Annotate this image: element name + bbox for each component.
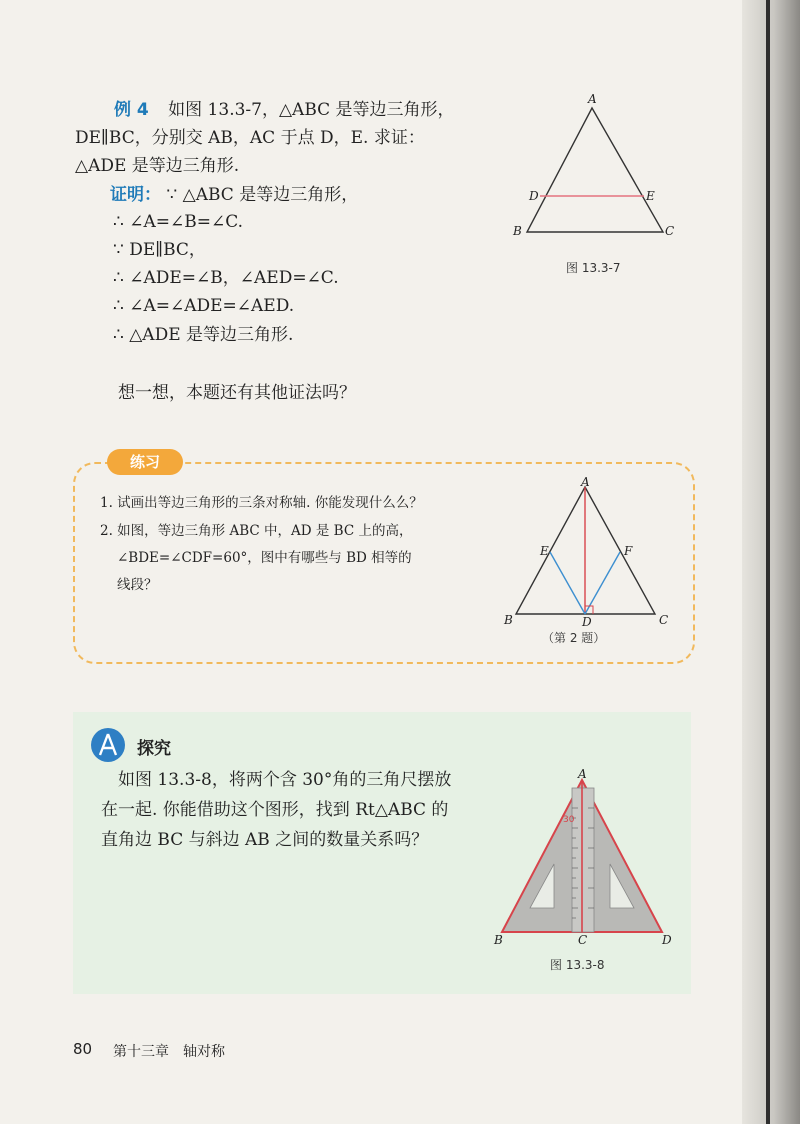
explore-figure-caption: 图 13.3-8 — [550, 958, 605, 972]
proof-step: ∵ DE∥BC， — [113, 240, 206, 260]
vertex-label-b: B — [513, 224, 522, 238]
page-number: 80 — [73, 1040, 93, 1058]
vertex-label-d: D — [582, 615, 592, 629]
explore-text-3: 直角边 BC 与斜边 AB 之间的数量关系吗？ — [101, 830, 429, 850]
vertex-label-c: C — [578, 933, 588, 947]
example-line-2: DE∥BC，分别交 AB，AC 于点 D，E. 求证： — [75, 128, 425, 148]
page-edge — [742, 0, 800, 1124]
set-square-figure — [490, 768, 680, 948]
example-line-3: △ADE 是等边三角形. — [75, 156, 240, 176]
chapter-title: 第十三章 轴对称 — [113, 1044, 225, 1060]
explore-title: 探究 — [137, 739, 171, 759]
vertex-label-f: F — [624, 544, 633, 558]
vertex-label-a: A — [581, 475, 590, 489]
vertex-label-d: D — [662, 933, 672, 947]
proof-step: ∴ ∠ADE=∠B，∠AED=∠C. — [113, 268, 339, 288]
proof-step: ∴ ∠A=∠ADE=∠AED. — [113, 296, 295, 316]
proof-first-line — [110, 184, 358, 206]
vertex-label-b: B — [494, 933, 503, 947]
proof-first-step: ∵ △ABC 是等边三角形， — [166, 185, 359, 205]
exercise-figure-caption: （第 2 题） — [542, 631, 606, 645]
vertex-label-b: B — [504, 613, 513, 627]
explore-text-2: 在一起. 你能借助这个图形，找到 Rt△ABC 的 — [101, 800, 449, 820]
vertex-label-d: D — [529, 189, 539, 203]
example-line-1 — [114, 99, 455, 121]
explore-text-1: 如图 13.3-8，将两个含 30°角的三角尺摆放 — [118, 770, 452, 790]
proof-label: 证明： — [110, 185, 161, 205]
example-text-1: 如图 13.3-7，△ABC 是等边三角形， — [168, 100, 455, 120]
vertex-label-e: E — [646, 189, 655, 203]
exercise-question-2-cont: ∠BDE=∠CDF=60°，图中有哪些与 BD 相等的 — [117, 550, 412, 566]
vertex-label-a: A — [578, 768, 587, 781]
figure-caption: 图 13.3-7 — [566, 261, 621, 275]
exercise-question-1: 1. 试画出等边三角形的三条对称轴. 你能发现什么么？ — [100, 495, 423, 511]
vertex-label-e: E — [540, 544, 549, 558]
exercise-question-2-cont: 线段？ — [117, 577, 158, 593]
exercise-question-2: 2. 如图，等边三角形 ABC 中，AD 是 BC 上的高， — [100, 523, 413, 539]
exercise-tag: 练习 — [107, 449, 183, 475]
vertex-label-a: A — [588, 92, 597, 106]
vertex-label-c: C — [665, 224, 675, 238]
exercise-figure — [500, 475, 680, 635]
segment-de — [550, 552, 585, 614]
proof-step: ∴ ∠A=∠B=∠C. — [113, 212, 244, 232]
example-label: 例 4 — [114, 100, 149, 120]
compass-icon — [91, 728, 125, 762]
vertex-label-c: C — [659, 613, 669, 627]
proof-step: ∴ △ADE 是等边三角形. — [113, 325, 294, 345]
segment-df — [585, 552, 620, 614]
book-spine — [766, 0, 770, 1124]
figure-13-3-7 — [505, 92, 685, 252]
ruler-mark: 30 — [563, 815, 575, 825]
think-question: 想一想，本题还有其他证法吗？ — [118, 383, 356, 403]
triangle-abc — [527, 108, 663, 232]
ruler-strip — [572, 788, 594, 932]
